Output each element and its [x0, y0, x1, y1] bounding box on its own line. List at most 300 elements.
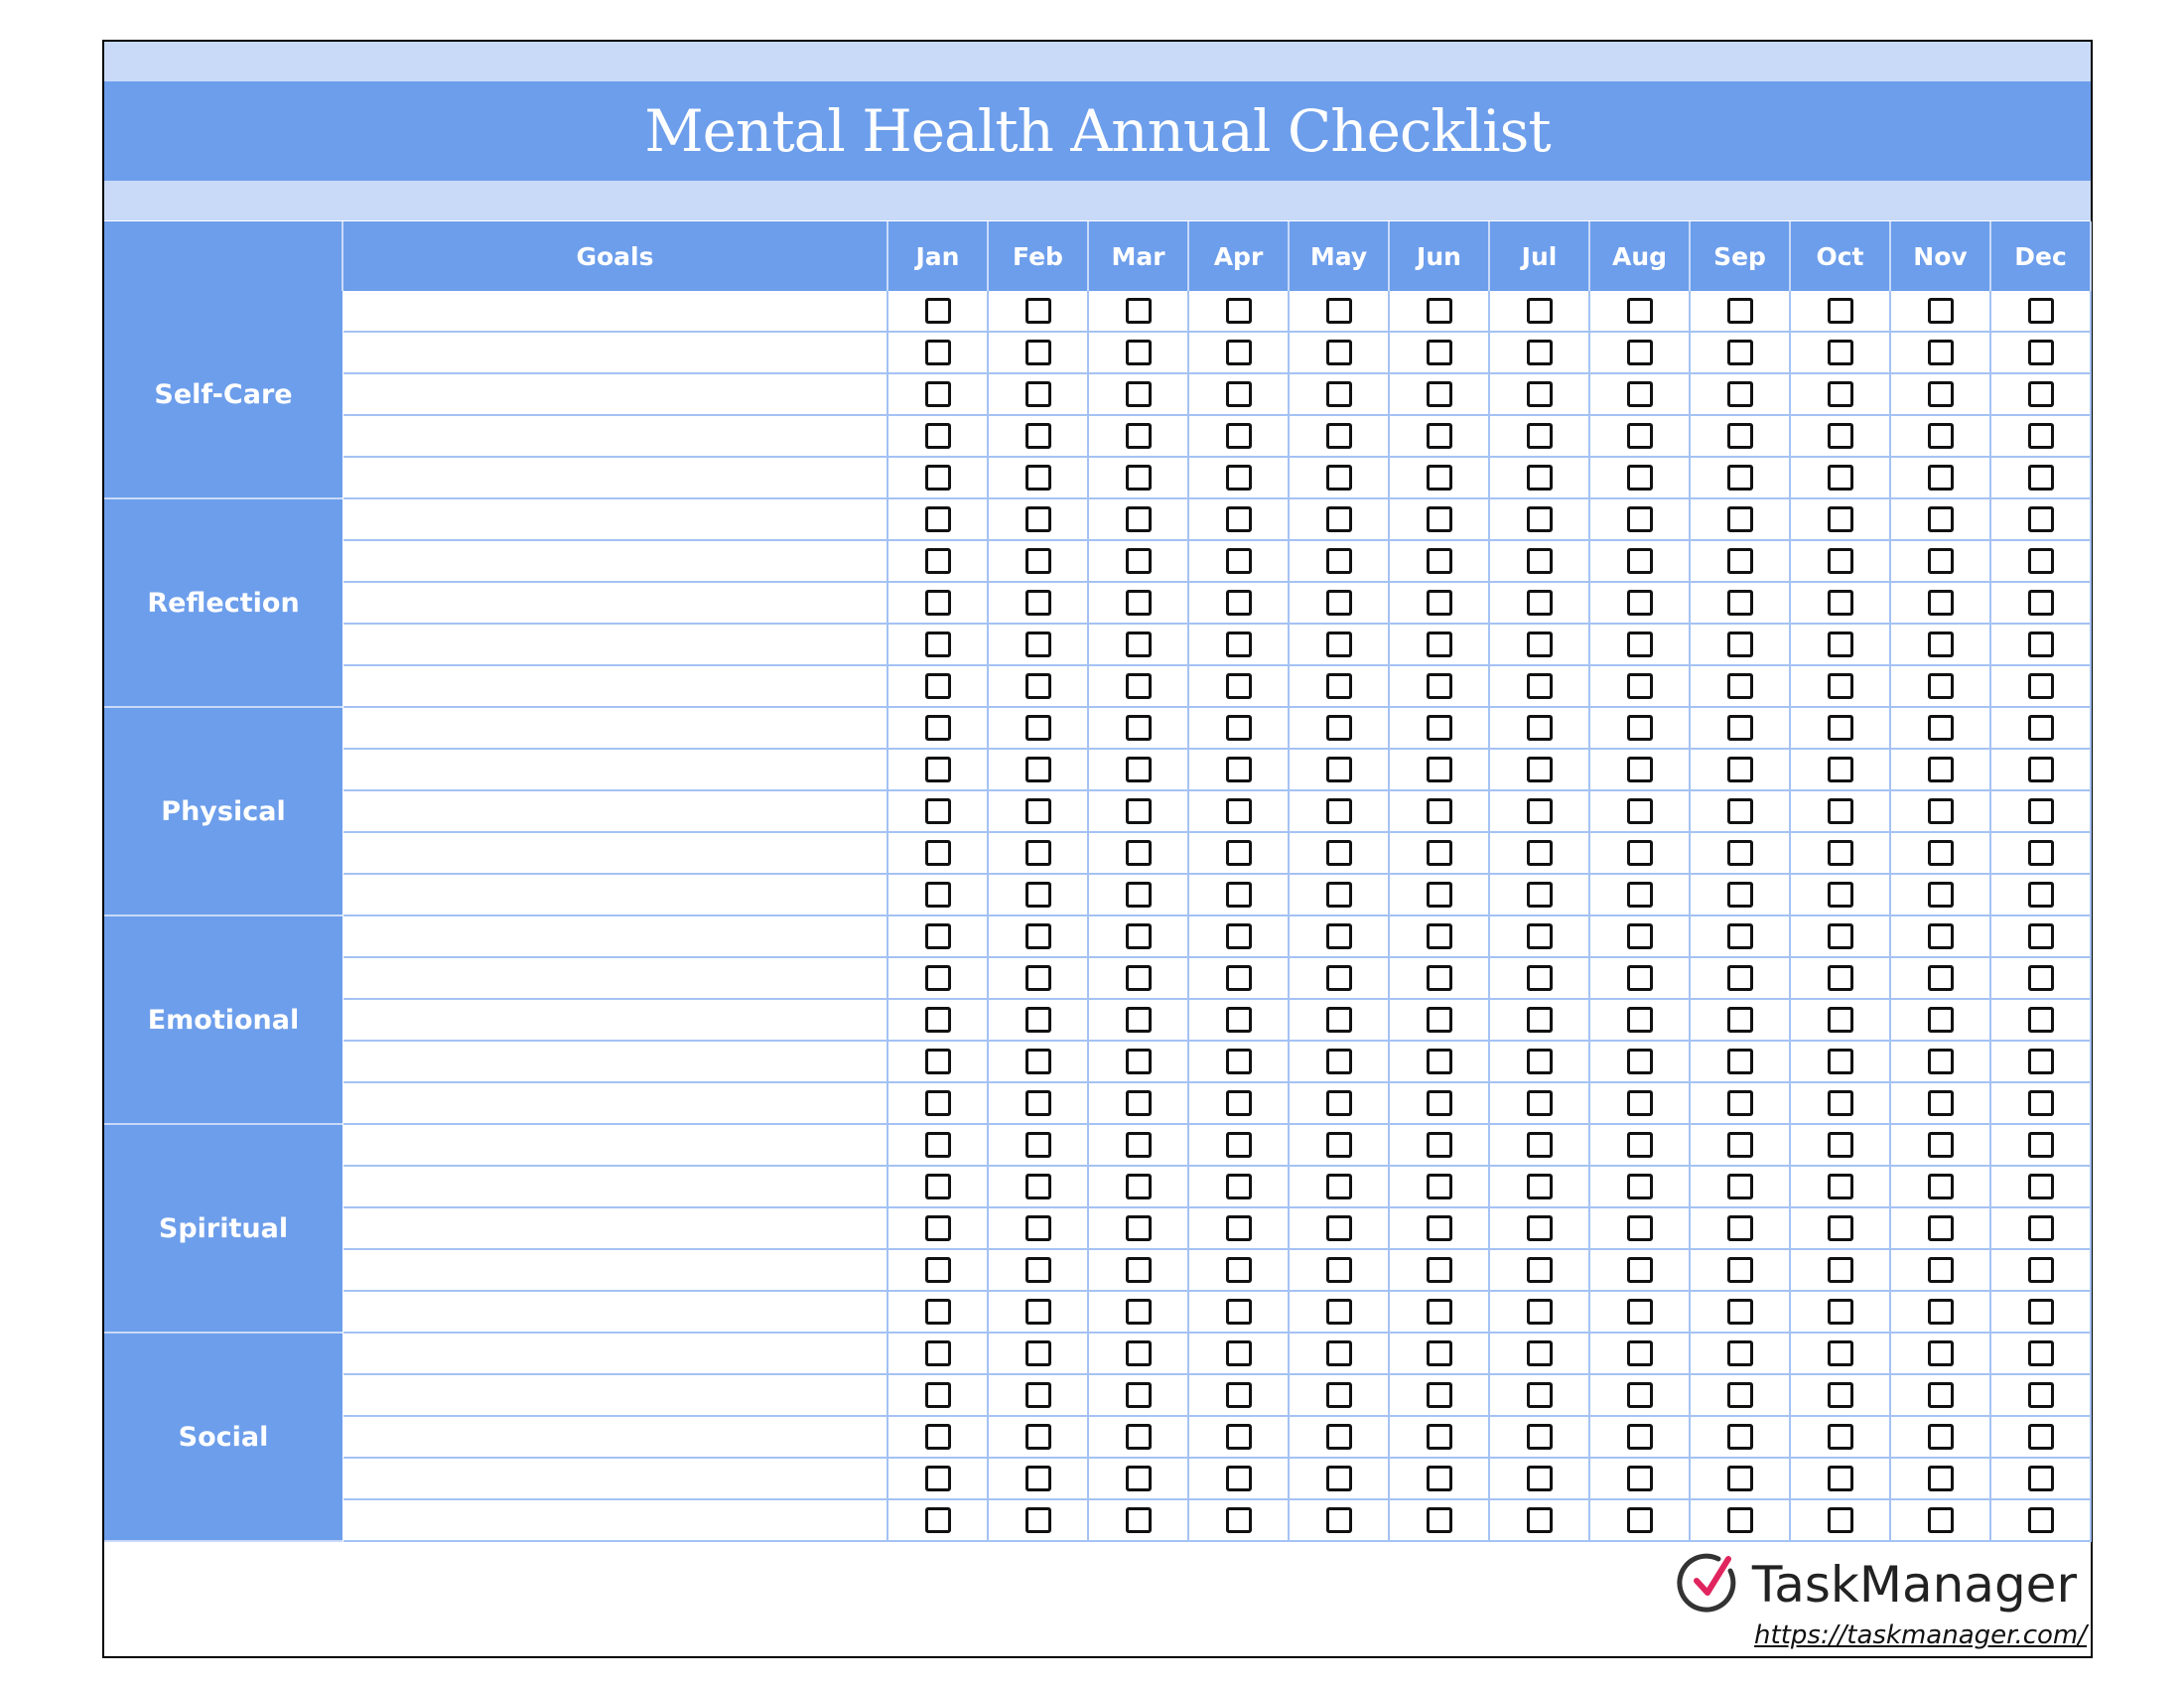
goal-input[interactable]: [343, 583, 888, 625]
checkbox-feb[interactable]: [1025, 1466, 1051, 1491]
checkbox-nov[interactable]: [1928, 1132, 1954, 1158]
checkbox-may[interactable]: [1326, 1174, 1352, 1199]
checkbox-nov[interactable]: [1928, 1174, 1954, 1199]
checkbox-mar[interactable]: [1126, 798, 1152, 824]
checkbox-oct[interactable]: [1828, 381, 1853, 407]
checkbox-dec[interactable]: [2028, 1299, 2054, 1325]
checkbox-dec[interactable]: [2028, 1466, 2054, 1491]
checkbox-nov[interactable]: [1928, 1090, 1954, 1116]
checkbox-aug[interactable]: [1627, 965, 1653, 991]
checkbox-sep[interactable]: [1727, 882, 1753, 908]
goal-input[interactable]: [343, 625, 888, 666]
checkbox-jul[interactable]: [1527, 1507, 1553, 1533]
checkbox-jan[interactable]: [925, 1340, 951, 1366]
checkbox-aug[interactable]: [1627, 1257, 1653, 1283]
checkbox-aug[interactable]: [1627, 465, 1653, 491]
checkbox-sep[interactable]: [1727, 1007, 1753, 1033]
checkbox-may[interactable]: [1326, 715, 1352, 741]
goal-input[interactable]: [343, 666, 888, 708]
checkbox-jul[interactable]: [1527, 715, 1553, 741]
checkbox-jan[interactable]: [925, 1090, 951, 1116]
checkbox-jun[interactable]: [1427, 1299, 1452, 1325]
checkbox-sep[interactable]: [1727, 1049, 1753, 1074]
checkbox-nov[interactable]: [1928, 923, 1954, 949]
checkbox-dec[interactable]: [2028, 632, 2054, 657]
checkbox-jul[interactable]: [1527, 340, 1553, 365]
checkbox-jun[interactable]: [1427, 1466, 1452, 1491]
checkbox-jun[interactable]: [1427, 1340, 1452, 1366]
checkbox-dec[interactable]: [2028, 1340, 2054, 1366]
checkbox-apr[interactable]: [1226, 340, 1252, 365]
goal-input[interactable]: [343, 1375, 888, 1417]
checkbox-jul[interactable]: [1527, 423, 1553, 449]
checkbox-mar[interactable]: [1126, 1507, 1152, 1533]
checkbox-feb[interactable]: [1025, 1257, 1051, 1283]
checkbox-mar[interactable]: [1126, 381, 1152, 407]
goal-input[interactable]: [343, 541, 888, 583]
checkbox-dec[interactable]: [2028, 381, 2054, 407]
goal-input[interactable]: [343, 499, 888, 541]
checkbox-sep[interactable]: [1727, 1174, 1753, 1199]
checkbox-sep[interactable]: [1727, 632, 1753, 657]
checkbox-feb[interactable]: [1025, 506, 1051, 532]
goal-input[interactable]: [343, 458, 888, 499]
checkbox-dec[interactable]: [2028, 1424, 2054, 1450]
goal-input[interactable]: [343, 1167, 888, 1208]
checkbox-jul[interactable]: [1527, 465, 1553, 491]
goal-input[interactable]: [343, 791, 888, 833]
checkbox-dec[interactable]: [2028, 340, 2054, 365]
checkbox-oct[interactable]: [1828, 340, 1853, 365]
checkbox-mar[interactable]: [1126, 840, 1152, 866]
checkbox-apr[interactable]: [1226, 1382, 1252, 1408]
checkbox-dec[interactable]: [2028, 548, 2054, 574]
checkbox-oct[interactable]: [1828, 632, 1853, 657]
checkbox-nov[interactable]: [1928, 965, 1954, 991]
checkbox-jul[interactable]: [1527, 506, 1553, 532]
checkbox-nov[interactable]: [1928, 882, 1954, 908]
checkbox-jun[interactable]: [1427, 757, 1452, 782]
checkbox-apr[interactable]: [1226, 1424, 1252, 1450]
goal-input[interactable]: [343, 333, 888, 374]
goal-input[interactable]: [343, 374, 888, 416]
checkbox-jul[interactable]: [1527, 757, 1553, 782]
checkbox-aug[interactable]: [1627, 882, 1653, 908]
checkbox-aug[interactable]: [1627, 715, 1653, 741]
checkbox-sep[interactable]: [1727, 715, 1753, 741]
checkbox-apr[interactable]: [1226, 1174, 1252, 1199]
checkbox-nov[interactable]: [1928, 548, 1954, 574]
checkbox-feb[interactable]: [1025, 965, 1051, 991]
checkbox-aug[interactable]: [1627, 1007, 1653, 1033]
checkbox-oct[interactable]: [1828, 1049, 1853, 1074]
checkbox-aug[interactable]: [1627, 1215, 1653, 1241]
checkbox-nov[interactable]: [1928, 381, 1954, 407]
checkbox-jan[interactable]: [925, 1132, 951, 1158]
goal-input[interactable]: [343, 1083, 888, 1125]
checkbox-mar[interactable]: [1126, 673, 1152, 699]
checkbox-jul[interactable]: [1527, 381, 1553, 407]
checkbox-jan[interactable]: [925, 340, 951, 365]
checkbox-mar[interactable]: [1126, 340, 1152, 365]
checkbox-nov[interactable]: [1928, 465, 1954, 491]
checkbox-nov[interactable]: [1928, 1340, 1954, 1366]
checkbox-oct[interactable]: [1828, 923, 1853, 949]
checkbox-apr[interactable]: [1226, 1507, 1252, 1533]
checkbox-jul[interactable]: [1527, 1132, 1553, 1158]
checkbox-may[interactable]: [1326, 506, 1352, 532]
checkbox-jan[interactable]: [925, 1215, 951, 1241]
checkbox-aug[interactable]: [1627, 1049, 1653, 1074]
checkbox-jun[interactable]: [1427, 506, 1452, 532]
checkbox-sep[interactable]: [1727, 1299, 1753, 1325]
goal-input[interactable]: [343, 750, 888, 791]
goal-input[interactable]: [343, 958, 888, 1000]
checkbox-feb[interactable]: [1025, 1424, 1051, 1450]
checkbox-may[interactable]: [1326, 1215, 1352, 1241]
checkbox-jul[interactable]: [1527, 1424, 1553, 1450]
checkbox-jun[interactable]: [1427, 381, 1452, 407]
checkbox-apr[interactable]: [1226, 1007, 1252, 1033]
checkbox-nov[interactable]: [1928, 1299, 1954, 1325]
checkbox-feb[interactable]: [1025, 1174, 1051, 1199]
checkbox-jul[interactable]: [1527, 1174, 1553, 1199]
goal-input[interactable]: [343, 1334, 888, 1375]
checkbox-jun[interactable]: [1427, 1257, 1452, 1283]
checkbox-jan[interactable]: [925, 465, 951, 491]
checkbox-aug[interactable]: [1627, 340, 1653, 365]
checkbox-oct[interactable]: [1828, 1215, 1853, 1241]
checkbox-dec[interactable]: [2028, 423, 2054, 449]
checkbox-oct[interactable]: [1828, 1090, 1853, 1116]
checkbox-feb[interactable]: [1025, 673, 1051, 699]
checkbox-jan[interactable]: [925, 1466, 951, 1491]
checkbox-apr[interactable]: [1226, 465, 1252, 491]
checkbox-jul[interactable]: [1527, 882, 1553, 908]
checkbox-apr[interactable]: [1226, 1049, 1252, 1074]
checkbox-nov[interactable]: [1928, 1507, 1954, 1533]
goal-input[interactable]: [343, 833, 888, 875]
goal-input[interactable]: [343, 1417, 888, 1459]
checkbox-mar[interactable]: [1126, 1215, 1152, 1241]
checkbox-jun[interactable]: [1427, 590, 1452, 616]
checkbox-jan[interactable]: [925, 1007, 951, 1033]
checkbox-dec[interactable]: [2028, 1049, 2054, 1074]
checkbox-dec[interactable]: [2028, 1007, 2054, 1033]
checkbox-apr[interactable]: [1226, 715, 1252, 741]
checkbox-aug[interactable]: [1627, 590, 1653, 616]
checkbox-jan[interactable]: [925, 965, 951, 991]
checkbox-jul[interactable]: [1527, 1090, 1553, 1116]
checkbox-sep[interactable]: [1727, 1466, 1753, 1491]
checkbox-apr[interactable]: [1226, 673, 1252, 699]
checkbox-sep[interactable]: [1727, 965, 1753, 991]
checkbox-oct[interactable]: [1828, 673, 1853, 699]
checkbox-jun[interactable]: [1427, 965, 1452, 991]
checkbox-mar[interactable]: [1126, 923, 1152, 949]
checkbox-apr[interactable]: [1226, 506, 1252, 532]
checkbox-oct[interactable]: [1828, 423, 1853, 449]
checkbox-aug[interactable]: [1627, 298, 1653, 324]
checkbox-jan[interactable]: [925, 840, 951, 866]
checkbox-sep[interactable]: [1727, 798, 1753, 824]
checkbox-sep[interactable]: [1727, 1257, 1753, 1283]
checkbox-jul[interactable]: [1527, 590, 1553, 616]
checkbox-mar[interactable]: [1126, 757, 1152, 782]
checkbox-jul[interactable]: [1527, 1257, 1553, 1283]
checkbox-may[interactable]: [1326, 1424, 1352, 1450]
checkbox-aug[interactable]: [1627, 1174, 1653, 1199]
checkbox-aug[interactable]: [1627, 673, 1653, 699]
checkbox-nov[interactable]: [1928, 1215, 1954, 1241]
checkbox-dec[interactable]: [2028, 923, 2054, 949]
checkbox-aug[interactable]: [1627, 1090, 1653, 1116]
checkbox-oct[interactable]: [1828, 840, 1853, 866]
checkbox-jun[interactable]: [1427, 465, 1452, 491]
checkbox-oct[interactable]: [1828, 1340, 1853, 1366]
checkbox-jan[interactable]: [925, 298, 951, 324]
checkbox-jan[interactable]: [925, 548, 951, 574]
checkbox-nov[interactable]: [1928, 1049, 1954, 1074]
checkbox-mar[interactable]: [1126, 1382, 1152, 1408]
checkbox-oct[interactable]: [1828, 1132, 1853, 1158]
checkbox-feb[interactable]: [1025, 1215, 1051, 1241]
checkbox-may[interactable]: [1326, 882, 1352, 908]
checkbox-oct[interactable]: [1828, 882, 1853, 908]
checkbox-jun[interactable]: [1427, 923, 1452, 949]
checkbox-jul[interactable]: [1527, 1466, 1553, 1491]
checkbox-nov[interactable]: [1928, 632, 1954, 657]
checkbox-aug[interactable]: [1627, 548, 1653, 574]
checkbox-mar[interactable]: [1126, 1299, 1152, 1325]
checkbox-jul[interactable]: [1527, 632, 1553, 657]
checkbox-mar[interactable]: [1126, 1340, 1152, 1366]
checkbox-jan[interactable]: [925, 1382, 951, 1408]
checkbox-jul[interactable]: [1527, 1049, 1553, 1074]
goal-input[interactable]: [343, 875, 888, 916]
checkbox-dec[interactable]: [2028, 506, 2054, 532]
checkbox-feb[interactable]: [1025, 923, 1051, 949]
checkbox-feb[interactable]: [1025, 1049, 1051, 1074]
checkbox-jan[interactable]: [925, 1049, 951, 1074]
checkbox-nov[interactable]: [1928, 840, 1954, 866]
checkbox-mar[interactable]: [1126, 423, 1152, 449]
checkbox-jul[interactable]: [1527, 298, 1553, 324]
checkbox-oct[interactable]: [1828, 1007, 1853, 1033]
checkbox-dec[interactable]: [2028, 1090, 2054, 1116]
checkbox-feb[interactable]: [1025, 715, 1051, 741]
checkbox-aug[interactable]: [1627, 381, 1653, 407]
checkbox-oct[interactable]: [1828, 548, 1853, 574]
checkbox-nov[interactable]: [1928, 1424, 1954, 1450]
checkbox-dec[interactable]: [2028, 798, 2054, 824]
checkbox-may[interactable]: [1326, 1090, 1352, 1116]
checkbox-mar[interactable]: [1126, 1174, 1152, 1199]
checkbox-sep[interactable]: [1727, 298, 1753, 324]
checkbox-dec[interactable]: [2028, 1132, 2054, 1158]
checkbox-nov[interactable]: [1928, 590, 1954, 616]
checkbox-dec[interactable]: [2028, 882, 2054, 908]
checkbox-oct[interactable]: [1828, 715, 1853, 741]
checkbox-apr[interactable]: [1226, 757, 1252, 782]
goal-input[interactable]: [343, 1250, 888, 1292]
checkbox-jan[interactable]: [925, 757, 951, 782]
checkbox-jan[interactable]: [925, 715, 951, 741]
checkbox-apr[interactable]: [1226, 1132, 1252, 1158]
checkbox-sep[interactable]: [1727, 340, 1753, 365]
checkbox-mar[interactable]: [1126, 1090, 1152, 1116]
checkbox-dec[interactable]: [2028, 1174, 2054, 1199]
checkbox-mar[interactable]: [1126, 1466, 1152, 1491]
checkbox-mar[interactable]: [1126, 1424, 1152, 1450]
checkbox-apr[interactable]: [1226, 381, 1252, 407]
checkbox-mar[interactable]: [1126, 1132, 1152, 1158]
checkbox-oct[interactable]: [1828, 798, 1853, 824]
checkbox-dec[interactable]: [2028, 715, 2054, 741]
checkbox-jun[interactable]: [1427, 632, 1452, 657]
checkbox-nov[interactable]: [1928, 798, 1954, 824]
checkbox-jan[interactable]: [925, 381, 951, 407]
checkbox-may[interactable]: [1326, 590, 1352, 616]
checkbox-apr[interactable]: [1226, 1299, 1252, 1325]
checkbox-may[interactable]: [1326, 923, 1352, 949]
checkbox-sep[interactable]: [1727, 381, 1753, 407]
checkbox-dec[interactable]: [2028, 1507, 2054, 1533]
checkbox-jan[interactable]: [925, 798, 951, 824]
checkbox-may[interactable]: [1326, 548, 1352, 574]
checkbox-nov[interactable]: [1928, 423, 1954, 449]
checkbox-dec[interactable]: [2028, 1382, 2054, 1408]
checkbox-apr[interactable]: [1226, 590, 1252, 616]
checkbox-may[interactable]: [1326, 632, 1352, 657]
checkbox-aug[interactable]: [1627, 798, 1653, 824]
checkbox-feb[interactable]: [1025, 423, 1051, 449]
checkbox-aug[interactable]: [1627, 632, 1653, 657]
checkbox-jul[interactable]: [1527, 965, 1553, 991]
checkbox-jun[interactable]: [1427, 798, 1452, 824]
checkbox-jan[interactable]: [925, 1299, 951, 1325]
checkbox-feb[interactable]: [1025, 381, 1051, 407]
checkbox-jul[interactable]: [1527, 1299, 1553, 1325]
goal-input[interactable]: [343, 916, 888, 958]
checkbox-jun[interactable]: [1427, 548, 1452, 574]
checkbox-jul[interactable]: [1527, 548, 1553, 574]
checkbox-nov[interactable]: [1928, 673, 1954, 699]
checkbox-may[interactable]: [1326, 423, 1352, 449]
goal-input[interactable]: [343, 1459, 888, 1500]
checkbox-jan[interactable]: [925, 632, 951, 657]
goal-input[interactable]: [343, 416, 888, 458]
goal-input[interactable]: [343, 1500, 888, 1542]
checkbox-sep[interactable]: [1727, 840, 1753, 866]
checkbox-aug[interactable]: [1627, 1507, 1653, 1533]
checkbox-sep[interactable]: [1727, 1382, 1753, 1408]
checkbox-sep[interactable]: [1727, 590, 1753, 616]
checkbox-feb[interactable]: [1025, 1007, 1051, 1033]
checkbox-feb[interactable]: [1025, 757, 1051, 782]
checkbox-mar[interactable]: [1126, 298, 1152, 324]
checkbox-oct[interactable]: [1828, 590, 1853, 616]
checkbox-jun[interactable]: [1427, 882, 1452, 908]
checkbox-aug[interactable]: [1627, 1382, 1653, 1408]
checkbox-aug[interactable]: [1627, 506, 1653, 532]
checkbox-feb[interactable]: [1025, 798, 1051, 824]
checkbox-may[interactable]: [1326, 1132, 1352, 1158]
checkbox-sep[interactable]: [1727, 757, 1753, 782]
checkbox-oct[interactable]: [1828, 1174, 1853, 1199]
checkbox-sep[interactable]: [1727, 1132, 1753, 1158]
checkbox-aug[interactable]: [1627, 1424, 1653, 1450]
checkbox-apr[interactable]: [1226, 1340, 1252, 1366]
checkbox-may[interactable]: [1326, 340, 1352, 365]
checkbox-nov[interactable]: [1928, 298, 1954, 324]
checkbox-apr[interactable]: [1226, 1257, 1252, 1283]
checkbox-nov[interactable]: [1928, 1382, 1954, 1408]
checkbox-jun[interactable]: [1427, 1382, 1452, 1408]
goal-input[interactable]: [343, 1208, 888, 1250]
checkbox-aug[interactable]: [1627, 1340, 1653, 1366]
checkbox-may[interactable]: [1326, 298, 1352, 324]
checkbox-apr[interactable]: [1226, 548, 1252, 574]
checkbox-apr[interactable]: [1226, 632, 1252, 657]
checkbox-nov[interactable]: [1928, 340, 1954, 365]
checkbox-mar[interactable]: [1126, 1007, 1152, 1033]
checkbox-may[interactable]: [1326, 1299, 1352, 1325]
checkbox-jul[interactable]: [1527, 1215, 1553, 1241]
checkbox-sep[interactable]: [1727, 1090, 1753, 1116]
checkbox-aug[interactable]: [1627, 1132, 1653, 1158]
checkbox-oct[interactable]: [1828, 465, 1853, 491]
checkbox-may[interactable]: [1326, 1257, 1352, 1283]
checkbox-feb[interactable]: [1025, 632, 1051, 657]
checkbox-may[interactable]: [1326, 1049, 1352, 1074]
checkbox-may[interactable]: [1326, 673, 1352, 699]
checkbox-oct[interactable]: [1828, 1424, 1853, 1450]
checkbox-mar[interactable]: [1126, 965, 1152, 991]
checkbox-dec[interactable]: [2028, 465, 2054, 491]
checkbox-jun[interactable]: [1427, 840, 1452, 866]
checkbox-may[interactable]: [1326, 965, 1352, 991]
checkbox-feb[interactable]: [1025, 1299, 1051, 1325]
checkbox-jul[interactable]: [1527, 840, 1553, 866]
checkbox-oct[interactable]: [1828, 1299, 1853, 1325]
checkbox-nov[interactable]: [1928, 506, 1954, 532]
checkbox-jan[interactable]: [925, 590, 951, 616]
checkbox-aug[interactable]: [1627, 840, 1653, 866]
checkbox-aug[interactable]: [1627, 423, 1653, 449]
goal-input[interactable]: [343, 1292, 888, 1334]
checkbox-jun[interactable]: [1427, 1007, 1452, 1033]
checkbox-aug[interactable]: [1627, 923, 1653, 949]
brand-url-link[interactable]: https://taskmanager.com/: [1754, 1620, 2087, 1650]
checkbox-sep[interactable]: [1727, 1340, 1753, 1366]
checkbox-feb[interactable]: [1025, 1507, 1051, 1533]
checkbox-mar[interactable]: [1126, 1049, 1152, 1074]
checkbox-nov[interactable]: [1928, 1257, 1954, 1283]
checkbox-jun[interactable]: [1427, 298, 1452, 324]
checkbox-sep[interactable]: [1727, 1424, 1753, 1450]
checkbox-oct[interactable]: [1828, 757, 1853, 782]
checkbox-jul[interactable]: [1527, 1382, 1553, 1408]
checkbox-jun[interactable]: [1427, 423, 1452, 449]
checkbox-jun[interactable]: [1427, 1174, 1452, 1199]
checkbox-apr[interactable]: [1226, 882, 1252, 908]
checkbox-apr[interactable]: [1226, 1215, 1252, 1241]
checkbox-jun[interactable]: [1427, 715, 1452, 741]
checkbox-dec[interactable]: [2028, 965, 2054, 991]
checkbox-sep[interactable]: [1727, 506, 1753, 532]
checkbox-dec[interactable]: [2028, 757, 2054, 782]
